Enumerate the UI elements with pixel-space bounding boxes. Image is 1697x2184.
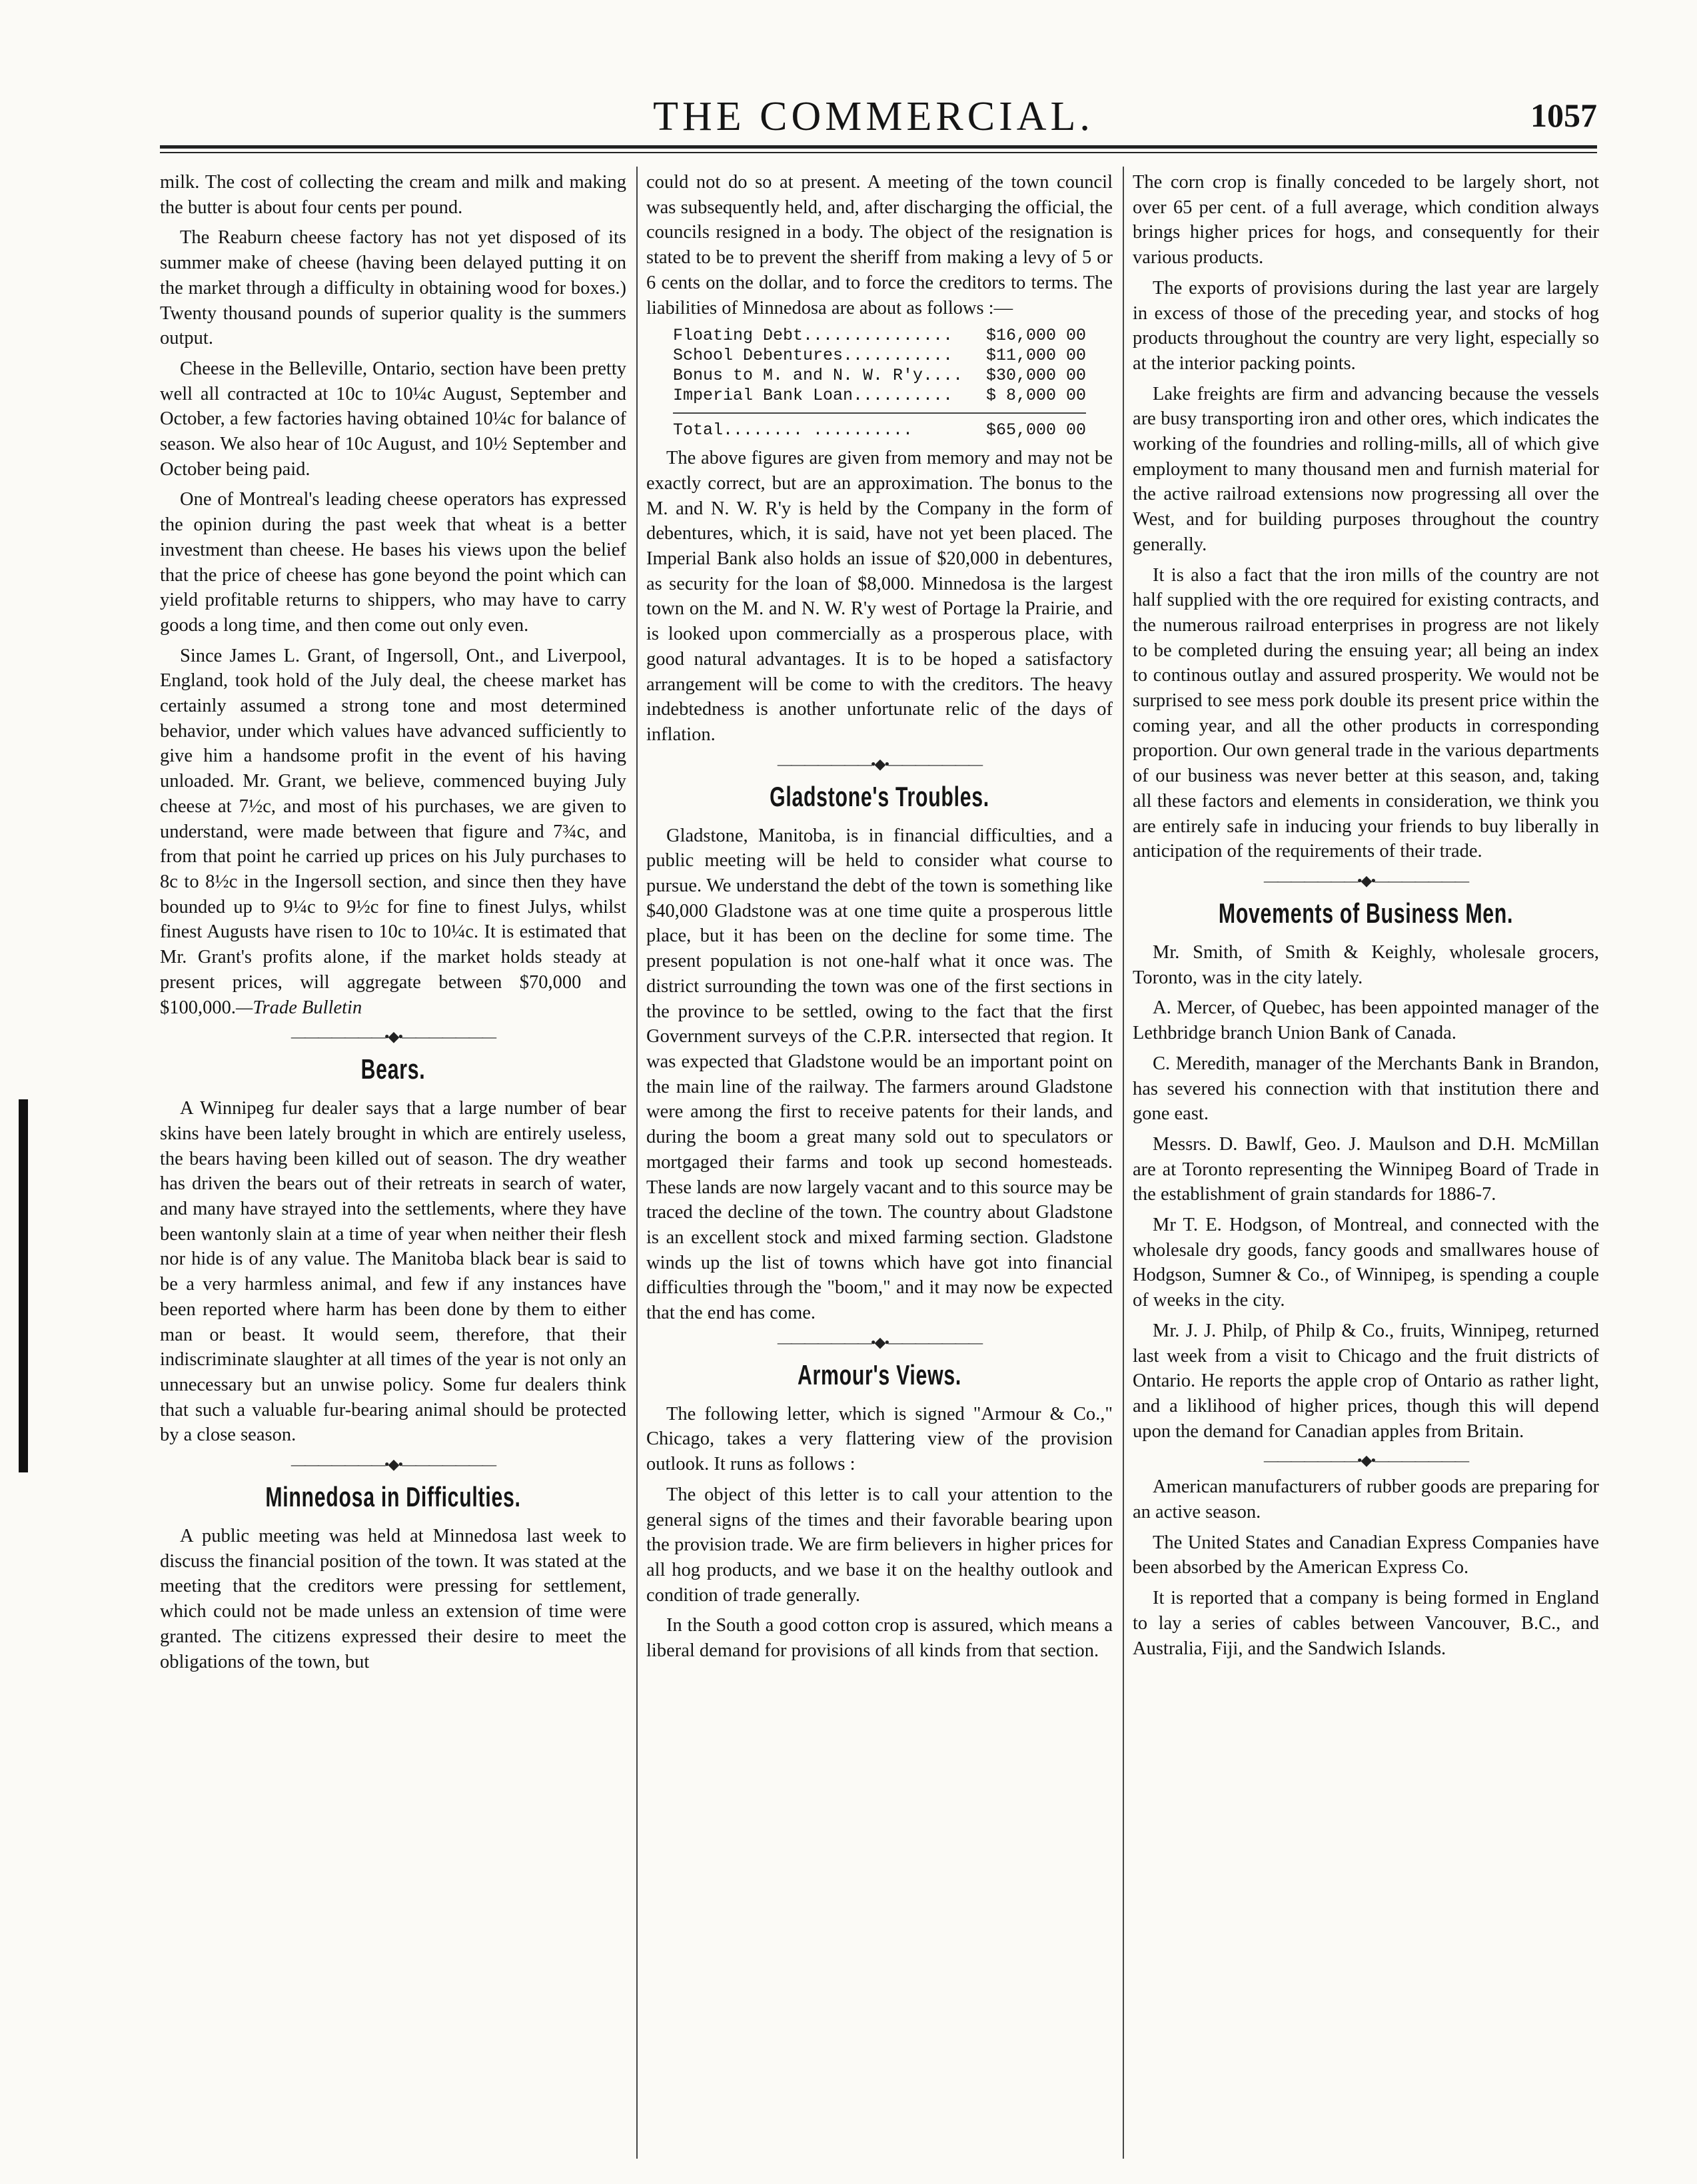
paragraph: In the South a good cotton crop is assured, which means a liberal demand for provisions of all kinds from that section. — [646, 1615, 1113, 1662]
header-rule-thin — [160, 152, 1597, 153]
column-2 — [646, 170, 1113, 1669]
row-label: Floating Debt............... — [673, 326, 953, 346]
masthead — [150, 93, 1597, 147]
section-ornament: ———————•◆•——————— — [1263, 1452, 1468, 1469]
total-label: Total........ .......... — [673, 420, 913, 440]
liabilities-table — [673, 326, 1113, 440]
paragraph: A Winnipeg fur dealer says that a large number of bear skins have been lately brought in which are entirely useless, the bears having been killed out of season. The dry weather has driven the bears out of their retreats in search of water, and many have strayed into the settlements, where they have been wantonly slain at a time of year when neither their flesh nor hide is of any value. The Manitoba black bear is said to be a very harmless animal, and few if any instances have been reported where harm has been done by them to either man or beast. It would seem, therefore, that their indiscriminate slaughter at all times of the year is not only an unnecessary but an unwise policy. Some fur dealers think that such a valuable fur-bearing animal should be protected by a close season. — [160, 1098, 626, 1446]
section-ornament: ———————•◆•——————— — [777, 755, 982, 772]
section-ornament: ———————•◆•——————— — [290, 1028, 496, 1045]
heading-minnedosa: Minnedosa in Difficulties. — [265, 1481, 521, 1513]
paragraph: American manufacturers of rubber goods are preparing for an active season. — [1133, 1476, 1599, 1523]
page-number: 1057 — [1530, 97, 1597, 134]
paragraph: Mr T. E. Hodgson, of Montreal, and connected with the wholesale dry goods, fancy goods and smallwares house of Hodgson, Sumner & Co., of Winnipeg, is spending a couple of weeks in the city. — [1133, 1215, 1599, 1311]
paragraph: Lake freights are firm and advancing because the vessels are busy transporting iron and other ores, which indicates the working of the foundries and rolling-mills, all of which give employment to many thousand men and furnish material for the active railroad extensions now progressing all over the West, and for building purposes throughout the country generally. — [1133, 383, 1599, 555]
paragraph: milk. The cost of collecting the cream and milk and making the butter is about four cents per pound. — [160, 172, 626, 218]
paragraph: One of Montreal's leading cheese operators has expressed the opinion during the past week that wheat is a better investment than cheese. He bases his views upon the belief that the price of cheese has gone beyond the point which can yield profitable returns to shippers, who may have to carry goods a long time, and then come out only even. — [160, 489, 626, 636]
row-amount: $16,000 00 — [985, 326, 1086, 346]
table-row — [673, 366, 1086, 386]
scan-margin-mark — [19, 1099, 28, 1472]
paragraph: Messrs. D. Bawlf, Geo. J. Maulson and D.H. McMillan are at Toronto representing the Winnipeg Board of Trade in the establishment of grain standards for 1886-7. — [1133, 1133, 1599, 1205]
paragraph: Gladstone, Manitoba, is in financial difficulties, and a public meeting will be held to consider what course to pursue. We understand the debt of the town is something like $40,000 Gladstone was at one time quite a prosperous little place, but it has been on the decline for some time. The present population is not one-half what it once was. The district surrounding the town was one of the first sections in the province to be settled, owing to the fact that the first Government surveys of the C.P.R. intersected that region. It was expected that Gladstone would be an important point on the main line of the railway. The farmers around Gladstone were among the first to receive patents for their lands, and during the boom a great many sold out to speculators or mortgaged their farms and took up second homesteads. These lands are now largely vacant and to this source may be traced the decline of the town. The country about Gladstone is an excellent stock and mixed farming section. Gladstone winds up the list of towns which have got into financial difficulties through the "boom," and it may now be expected that the end has come. — [646, 825, 1113, 1324]
row-amount: $ 8,000 00 — [985, 386, 1086, 406]
paragraph: The corn crop is finally conceded to be largely short, not over 65 per cent. of a full average, which condition always brings higher prices for hogs, and consequently for their various products. — [1133, 172, 1599, 269]
row-label: School Debentures........... — [673, 346, 953, 366]
header-rule — [160, 145, 1597, 149]
table-row — [673, 346, 1086, 366]
paragraph: It is reported that a company is being formed in England to lay a series of cables between Vancouver, B.C., and Australia, Fiji, and the Sandwich Islands. — [1133, 1588, 1599, 1659]
column-divider — [1123, 167, 1124, 2159]
section-ornament: ———————•◆•——————— — [290, 1456, 496, 1473]
paragraph: The object of this letter is to call your attention to the general signs of the times and their favorable bearing upon the provision trade. We are firm believers in higher prices for all hog products, and we base it on the healthy outlook and condition of trade generally. — [646, 1484, 1113, 1606]
row-label: Bonus to M. and N. W. R'y.... — [673, 366, 963, 386]
row-label: Imperial Bank Loan.......... — [673, 386, 953, 406]
table-row — [673, 386, 1086, 406]
total-amount: $65,000 00 — [985, 420, 1086, 440]
paragraph: The exports of provisions during the last year are largely in excess of those of the preceding year, and stocks of hog products throughout the country are very light, especially so at the interior packing points. — [1133, 277, 1599, 374]
paragraph: Mr. Smith, of Smith & Keighly, wholesale grocers, Toronto, was in the city lately. — [1133, 941, 1599, 988]
paragraph: A public meeting was held at Minnedosa last week to discuss the financial position of the town. It was stated at the meeting that the creditors were pressing for settlement, which could not be made unless an extension of time were granted. The citizens expressed their desire to meet the obligations of the town, but — [160, 1526, 626, 1672]
paragraph: could not do so at present. A meeting of the town council was subsequently held, and, after discharging the official, the councils resigned in a body. The object of the resignation is stated to be to prevent the sheriff from making a levy of 5 or 6 cents on the dollar, and to force the creditors to terms. The liabilities of Minnedosa are about as follows :— — [646, 172, 1113, 318]
newspaper-title: THE COMMERCIAL. — [653, 94, 1094, 139]
paragraph-text: Since James L. Grant, of Ingersoll, Ont., and Liverpool, England, took hold of the July deal, the cheese market has certainly assumed a strong tone and most determined behavior, under which values have advanced sufficiently to give him a handsome profit in the event of his having unloaded. Mr. Grant, we believe, commenced buying July cheese at 7½c, and most of his purchases, we are given to understand, were made between that figure and 7¾c, and from that point he carried up prices on his July purchases to 8c to 8½c in the Ingersoll section, and since then they have bounded up to 9¼c to 9½c for fine to finest Julys, whilst finest Augusts have risen to 10c to 10¼c. It is estimated that Mr. Grant's profits alone, if the market holds steady at present prices, will aggregate between $70,000 and $100,000. — [160, 645, 626, 1018]
paragraph: Cheese in the Belleville, Ontario, section have been pretty well all contracted at 10c to 10¼c August, September and October, a few factories having obtained 10¼c for balance of season. We also hear of 10c August, and 10½ September and October being paid. — [160, 358, 626, 480]
row-amount: $30,000 00 — [985, 366, 1086, 386]
source-credit: —Trade Bulletin — [236, 997, 362, 1018]
paragraph: The United States and Canadian Express Companies have been absorbed by the American Express Co. — [1133, 1532, 1599, 1578]
row-amount: $11,000 00 — [985, 346, 1086, 366]
heading-movements: Movements of Business Men. — [1218, 897, 1514, 929]
column-divider — [636, 167, 638, 2159]
paragraph: It is also a fact that the iron mills of the country are not half supplied with the ore required for existing contracts, and the numerous railroad enterprises in progress are not likely to be completed during the ensuing year; all being an index to continous outlay and assured prosperity. We would not be surprised to see mess pork double its present price within the coming year, and all the other products in corresponding proportion. Our own general trade in the various departments of our business was never better at this season, and, taking all these factors and elements in consideration, we think you are entirely safe in inducing your friends to buy liberally in anticipation of the requirements of their trade. — [1133, 564, 1599, 862]
heading-gladstone: Gladstone's Troubles. — [770, 780, 989, 812]
paragraph — [160, 644, 626, 1021]
table-total-row — [673, 412, 1086, 440]
paragraph: The following letter, which is signed "Armour & Co.," Chicago, takes a very flattering view of the provision outlook. It runs as follows : — [646, 1403, 1113, 1475]
column-1 — [160, 170, 626, 1680]
paragraph: The above figures are given from memory and may not be exactly correct, but are an approximation. The bonus to the M. and N. W. R'y is held by the Company in the form of debentures, which, it is said, have not yet been placed. The Imperial Bank also holds an issue of $20,000 in debentures, as security for the loan of $8,000. Minnedosa is the largest town on the M. and N. W. R'y west of Portage la Prairie, and is looked upon commercially as a prosperous place, with good natural advantages. It is to be hoped a satisfactory arrangement will be come to with the creditors. The heavy indebtedness is another unfortunate relic of the days of inflation. — [646, 448, 1113, 745]
paragraph: The Reaburn cheese factory has not yet disposed of its summer make of cheese (having been delayed putting it on the market through a difficulty in obtaining wood for boxes.) Twenty thousand pounds of superior quality is the summers output. — [160, 227, 626, 349]
table-row — [673, 326, 1086, 346]
heading-armour: Armour's Views. — [797, 1359, 961, 1390]
heading-bears: Bears. — [360, 1053, 426, 1085]
paragraph: C. Meredith, manager of the Merchants Bank in Brandon, has severed his connection with that institution there and gone east. — [1133, 1053, 1599, 1125]
column-3 — [1133, 170, 1599, 1666]
paragraph: A. Mercer, of Quebec, has been appointed manager of the Lethbridge branch Union Bank of Canada. — [1133, 997, 1599, 1044]
paragraph: Mr. J. J. Philp, of Philp & Co., fruits, Winnipeg, returned last week from a visit to Chicago and the fruit districts of Ontario. He reports the apple crop of Ontario as rather light, and a liklihood of higher prices, though this will depend upon the demand for Canadian apples from Britain. — [1133, 1320, 1599, 1442]
section-ornament: ———————•◆•——————— — [777, 1333, 982, 1351]
section-ornament: ———————•◆•——————— — [1263, 871, 1468, 889]
